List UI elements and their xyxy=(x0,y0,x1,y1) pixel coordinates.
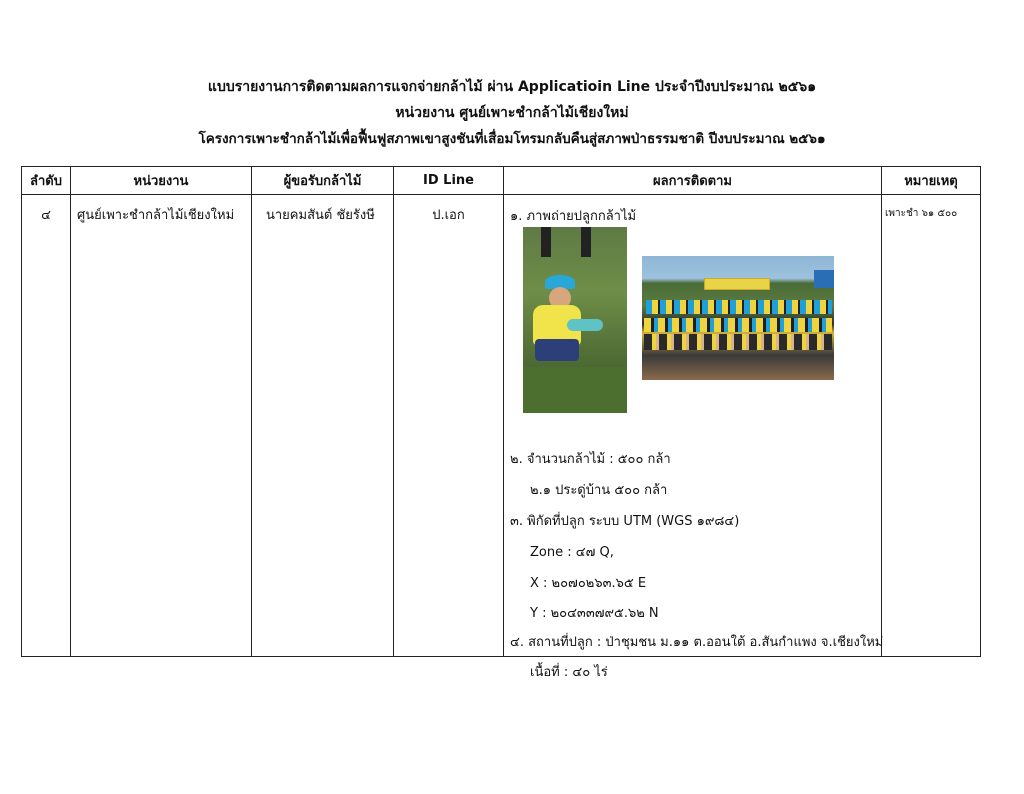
planting-photo xyxy=(523,227,627,413)
result-item-area: เนื้อที่ : ๔๐ ไร่ xyxy=(530,665,608,680)
cell-id-line: ป.เอก xyxy=(394,195,504,657)
result-utm-zone: Zone : ๔๗ Q, xyxy=(530,545,614,560)
table-row xyxy=(22,195,981,657)
result-item-coordinates: ๓. พิกัดที่ปลูก ระบบ UTM (WGS ๑๙๘๔) xyxy=(510,514,740,529)
report-table xyxy=(21,166,981,680)
col-header-recipient: ผู้ขอรับกล้าไม้ xyxy=(252,167,394,195)
cell-order: ๔ xyxy=(22,195,71,657)
result-item-seedling-count: ๒. จำนวนกล้าไม้ : ๕๐๐ กล้า xyxy=(510,452,671,467)
col-header-agency: หน่วยงาน xyxy=(71,167,252,195)
col-header-results: ผลการติดตาม xyxy=(504,167,882,195)
cell-results xyxy=(504,195,884,680)
result-utm-y: Y : ๒๐๔๓๓๗๙๕.๖๒ N xyxy=(530,606,659,621)
cell-recipient: นายคมสันต์ ชัยรังษี xyxy=(252,195,394,657)
report-header xyxy=(0,78,1024,156)
group-photo xyxy=(642,256,834,380)
report-title: แบบรายงานการติดตามผลการแจกจ่ายกล้าไม้ ผ่าน Applicatioin Line ประจำปีงบประมาณ ๒๕๖๑ xyxy=(207,79,817,95)
table-header-row xyxy=(22,167,981,195)
col-header-order: ลำดับ xyxy=(22,167,71,195)
col-header-remark: หมายเหตุ xyxy=(882,167,981,195)
cell-agency: ศูนย์เพาะชำกล้าไม้เชียงใหม่ xyxy=(71,195,252,657)
agency-title: หน่วยงาน ศูนย์เพาะชำกล้าไม้เชียงใหม่ xyxy=(395,105,629,121)
project-title: โครงการเพาะชำกล้าไม้เพื่อฟื้นฟูสภาพเขาสูงชันที่เสื่อมโทรมกลับคืนสู่สภาพป่าธรรมชาติ ปีงบประมาณ ๒๕๖๑ xyxy=(198,131,826,147)
col-header-id-line: ID Line xyxy=(394,167,504,195)
result-item-photo-label: ๑. ภาพถ่ายปลูกกล้าไม้ xyxy=(510,209,637,224)
cell-remark: เพาะชำ ๖๑ ๕๐๐ xyxy=(882,195,981,657)
result-item-species: ๒.๑ ประดู่บ้าน ๕๐๐ กล้า xyxy=(530,483,668,498)
result-item-location: ๔. สถานที่ปลูก : ป่าชุมชน ม.๑๑ ต.ออนใต้ อ.สันกำแพง จ.เชียงใหม่ xyxy=(510,635,884,650)
result-utm-x: X : ๒๐๗๐๒๖๓.๖๕ E xyxy=(530,576,647,591)
